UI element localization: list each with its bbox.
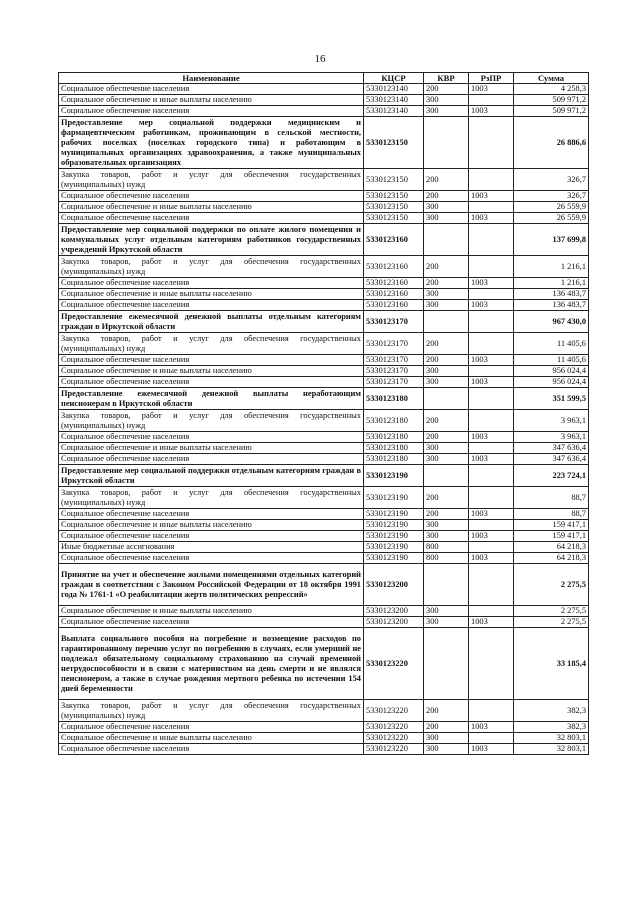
cell-name: Социальное обеспечение и иные выплаты населению [59,606,364,617]
table-row [59,366,589,377]
cell-rzpr [469,564,514,606]
cell-name: Предоставление мер социальной поддержки по оплате жилого помещения и коммунальных услуг отдельным категориям работников государственных учреждений Иркутской области [59,224,364,256]
cell-sum: 159 417,1 [514,520,589,531]
cell-kvr [424,628,469,700]
table-row [59,84,589,95]
cell-rzpr [469,333,514,355]
cell-name: Социальное обеспечение населения [59,84,364,95]
cell-sum: 3 963,1 [514,410,589,432]
cell-rzpr [469,520,514,531]
cell-sum: 11 405,6 [514,355,589,366]
table-row [59,377,589,388]
cell-kvr: 200 [424,191,469,202]
cell-rzpr: 1003 [469,300,514,311]
cell-kcsr: 5330123140 [364,106,424,117]
cell-kvr [424,465,469,487]
cell-sum: 64 218,3 [514,542,589,553]
cell-rzpr: 1003 [469,432,514,443]
cell-rzpr [469,443,514,454]
cell-kcsr: 5330123150 [364,169,424,191]
cell-kcsr: 5330123180 [364,454,424,465]
cell-name: Предоставление мер социальной поддержки медицинским и фармацевтическим работникам, проживающим в сельской местности, рабочих поселках (поселках городского типа) и работающим в муниципальных организациях здравоохранения, а также муниципальных образовательных организациях [59,117,364,169]
cell-rzpr: 1003 [469,355,514,366]
cell-rzpr [469,410,514,432]
table-row-section [59,117,589,169]
cell-name: Закупка товаров, работ и услуг для обеспечения государственных (муниципальных) нужд [59,410,364,432]
cell-kvr: 200 [424,432,469,443]
table-row [59,617,589,628]
table-row [59,733,589,744]
cell-rzpr: 1003 [469,617,514,628]
cell-kcsr: 5330123140 [364,84,424,95]
cell-name: Предоставление ежемесячной денежной выплаты неработающим пенсионерам в Иркутской области [59,388,364,410]
cell-name: Принятие на учет и обеспечение жилыми помещениями отдельных категорий граждан в соответствии с Законом Российской Федерации от 18 октября 1991 года № 1761-1 «О реабилитации жертв политических репрессий» [59,564,364,606]
table-row-section [59,628,589,700]
cell-rzpr [469,289,514,300]
cell-rzpr: 1003 [469,454,514,465]
cell-sum: 26 559,9 [514,202,589,213]
cell-kvr: 300 [424,454,469,465]
cell-rzpr: 1003 [469,509,514,520]
cell-sum: 347 636,4 [514,443,589,454]
cell-sum: 956 024,4 [514,366,589,377]
cell-rzpr: 1003 [469,106,514,117]
cell-kvr: 300 [424,520,469,531]
cell-sum: 223 724,1 [514,465,589,487]
cell-sum: 88,7 [514,487,589,509]
cell-sum: 136 483,7 [514,289,589,300]
cell-name: Социальное обеспечение населения [59,454,364,465]
cell-rzpr [469,117,514,169]
cell-kvr: 300 [424,443,469,454]
cell-kcsr: 5330123200 [364,617,424,628]
table-row [59,202,589,213]
cell-rzpr [469,366,514,377]
cell-kvr [424,117,469,169]
cell-kvr: 200 [424,169,469,191]
cell-kcsr: 5330123170 [364,366,424,377]
cell-kcsr: 5330123150 [364,213,424,224]
cell-name: Социальное обеспечение населения [59,106,364,117]
table-row [59,333,589,355]
header-kvr: КВР [424,73,469,84]
cell-rzpr [469,542,514,553]
cell-kvr: 200 [424,700,469,722]
cell-kvr: 300 [424,377,469,388]
cell-kvr: 200 [424,84,469,95]
cell-sum: 2 275,5 [514,564,589,606]
header-kcsr: КЦСР [364,73,424,84]
cell-sum: 33 185,4 [514,628,589,700]
cell-kvr: 200 [424,410,469,432]
cell-kvr [424,224,469,256]
table-row [59,744,589,755]
table-row [59,213,589,224]
cell-rzpr [469,311,514,333]
cell-sum: 382,3 [514,722,589,733]
cell-kvr: 800 [424,553,469,564]
cell-kvr: 300 [424,95,469,106]
cell-rzpr: 1003 [469,191,514,202]
cell-name: Социальное обеспечение населения [59,377,364,388]
cell-sum: 326,7 [514,169,589,191]
cell-name: Социальное обеспечение и иные выплаты населению [59,202,364,213]
cell-kvr: 300 [424,289,469,300]
cell-kcsr: 5330123180 [364,443,424,454]
cell-rzpr [469,700,514,722]
header-rzpr: РзПР [469,73,514,84]
table-row [59,443,589,454]
cell-name: Социальное обеспечение населения [59,278,364,289]
cell-kcsr: 5330123160 [364,224,424,256]
cell-kcsr: 5330123150 [364,191,424,202]
cell-name: Социальное обеспечение населения [59,722,364,733]
cell-rzpr: 1003 [469,722,514,733]
cell-name: Социальное обеспечение населения [59,300,364,311]
cell-sum: 32 803,1 [514,733,589,744]
cell-sum: 956 024,4 [514,377,589,388]
cell-rzpr [469,628,514,700]
table-row-section [59,388,589,410]
cell-kcsr: 5330123150 [364,117,424,169]
table-row [59,722,589,733]
cell-kcsr: 5330123220 [364,733,424,744]
cell-rzpr: 1003 [469,553,514,564]
cell-rzpr [469,256,514,278]
cell-kcsr: 5330123220 [364,700,424,722]
cell-rzpr [469,606,514,617]
cell-kvr: 200 [424,355,469,366]
cell-kvr: 200 [424,487,469,509]
table-row-section [59,465,589,487]
cell-kcsr: 5330123160 [364,256,424,278]
cell-kcsr: 5330123170 [364,377,424,388]
cell-kvr: 200 [424,722,469,733]
cell-name: Социальное обеспечение и иные выплаты населению [59,289,364,300]
cell-kcsr: 5330123160 [364,278,424,289]
cell-sum: 351 599,5 [514,388,589,410]
table-row [59,256,589,278]
cell-sum: 326,7 [514,191,589,202]
cell-name: Социальное обеспечение населения [59,744,364,755]
cell-sum: 509 971,2 [514,106,589,117]
cell-name: Иные бюджетные ассигнования [59,542,364,553]
cell-sum: 509 971,2 [514,95,589,106]
page-number: 16 [314,53,326,65]
cell-kcsr: 5330123190 [364,487,424,509]
cell-kcsr: 5330123190 [364,520,424,531]
cell-kcsr: 5330123170 [364,333,424,355]
cell-rzpr [469,487,514,509]
table-row [59,553,589,564]
cell-sum: 11 405,6 [514,333,589,355]
table-row [59,606,589,617]
cell-kvr: 200 [424,256,469,278]
cell-sum: 1 216,1 [514,256,589,278]
table-row [59,487,589,509]
cell-sum: 26 559,9 [514,213,589,224]
cell-kvr: 300 [424,531,469,542]
cell-kcsr: 5330123220 [364,628,424,700]
cell-rzpr [469,224,514,256]
cell-sum: 64 218,3 [514,553,589,564]
cell-rzpr: 1003 [469,278,514,289]
cell-name: Социальное обеспечение и иные выплаты населению [59,366,364,377]
cell-name: Социальное обеспечение населения [59,355,364,366]
cell-kvr [424,311,469,333]
cell-name: Социальное обеспечение населения [59,191,364,202]
table-row [59,520,589,531]
table-row [59,278,589,289]
header-name: Наименование [59,73,364,84]
cell-rzpr: 1003 [469,531,514,542]
cell-sum: 1 216,1 [514,278,589,289]
cell-name: Социальное обеспечение населения [59,553,364,564]
cell-kcsr: 5330123190 [364,465,424,487]
table-row [59,410,589,432]
cell-kvr: 200 [424,278,469,289]
cell-name: Выплата социального пособия на погребение и возмещение расходов по гарантированному перечню услуг по погребению в случаях, если умерший не подлежал обязательному социальному страхованию на случай временной нетрудоспособности и в связи с материнством на день смерти и не являлся пенсионером, а также в случае рождения мертвого ребенка по истечении 154 дней беременности [59,628,364,700]
cell-sum: 2 275,5 [514,617,589,628]
table-body [59,84,589,755]
table-row-section [59,224,589,256]
cell-rzpr: 1003 [469,84,514,95]
cell-rzpr [469,202,514,213]
cell-kcsr: 5330123200 [364,564,424,606]
cell-kcsr: 5330123170 [364,311,424,333]
cell-kvr: 300 [424,366,469,377]
cell-sum: 159 417,1 [514,531,589,542]
cell-kvr: 300 [424,202,469,213]
cell-kvr: 300 [424,733,469,744]
cell-kcsr: 5330123190 [364,553,424,564]
cell-name: Социальное обеспечение и иные выплаты населению [59,95,364,106]
cell-rzpr: 1003 [469,377,514,388]
cell-name: Социальное обеспечение населения [59,213,364,224]
cell-rzpr [469,95,514,106]
cell-rzpr [469,169,514,191]
cell-sum: 347 636,4 [514,454,589,465]
cell-rzpr [469,388,514,410]
cell-name: Социальное обеспечение населения [59,432,364,443]
cell-kcsr: 5330123220 [364,744,424,755]
cell-sum: 382,3 [514,700,589,722]
cell-sum: 967 430,0 [514,311,589,333]
cell-kvr: 200 [424,333,469,355]
cell-rzpr: 1003 [469,213,514,224]
budget-table [58,72,589,755]
table-row [59,191,589,202]
cell-kvr [424,388,469,410]
cell-kcsr: 5330123160 [364,300,424,311]
table-row [59,95,589,106]
cell-name: Социальное обеспечение населения [59,531,364,542]
table-row-section [59,564,589,606]
cell-name: Закупка товаров, работ и услуг для обеспечения государственных (муниципальных) нужд [59,169,364,191]
cell-sum: 4 258,3 [514,84,589,95]
cell-kvr: 300 [424,744,469,755]
cell-name: Закупка товаров, работ и услуг для обеспечения государственных (муниципальных) нужд [59,256,364,278]
table-row [59,542,589,553]
cell-name: Закупка товаров, работ и услуг для обеспечения государственных (муниципальных) нужд [59,700,364,722]
cell-name: Социальное обеспечение населения [59,509,364,520]
table-row [59,509,589,520]
cell-kvr: 300 [424,213,469,224]
cell-kcsr: 5330123220 [364,722,424,733]
table-row [59,169,589,191]
cell-name: Социальное обеспечение и иные выплаты населению [59,520,364,531]
table-row [59,454,589,465]
cell-kcsr: 5330123200 [364,606,424,617]
cell-kcsr: 5330123170 [364,355,424,366]
table-row [59,355,589,366]
cell-kvr: 800 [424,542,469,553]
cell-kvr [424,564,469,606]
header-sum: Сумма [514,73,589,84]
cell-rzpr: 1003 [469,744,514,755]
cell-name: Социальное обеспечение и иные выплаты населению [59,443,364,454]
table-row [59,289,589,300]
cell-rzpr [469,733,514,744]
cell-kcsr: 5330123190 [364,509,424,520]
cell-kvr: 300 [424,617,469,628]
cell-name: Социальное обеспечение и иные выплаты населению [59,733,364,744]
table-row [59,700,589,722]
cell-kcsr: 5330123160 [364,289,424,300]
cell-name: Предоставление мер социальной поддержки отдельным категориям граждан в Иркутской области [59,465,364,487]
cell-kcsr: 5330123140 [364,95,424,106]
table-row [59,531,589,542]
cell-sum: 3 963,1 [514,432,589,443]
cell-sum: 26 886,6 [514,117,589,169]
cell-kcsr: 5330123150 [364,202,424,213]
cell-kvr: 200 [424,509,469,520]
cell-kcsr: 5330123180 [364,410,424,432]
table-header-row [59,73,589,84]
cell-sum: 2 275,5 [514,606,589,617]
cell-sum: 32 803,1 [514,744,589,755]
cell-name: Закупка товаров, работ и услуг для обеспечения государственных (муниципальных) нужд [59,487,364,509]
cell-kvr: 300 [424,606,469,617]
cell-sum: 88,7 [514,509,589,520]
cell-kcsr: 5330123190 [364,542,424,553]
cell-name: Социальное обеспечение населения [59,617,364,628]
cell-name: Предоставление ежемесячной денежной выплаты отдельным категориям граждан в Иркутской области [59,311,364,333]
cell-kvr: 300 [424,300,469,311]
table-row [59,300,589,311]
cell-kcsr: 5330123180 [364,388,424,410]
cell-kcsr: 5330123180 [364,432,424,443]
cell-sum: 137 699,8 [514,224,589,256]
cell-name: Закупка товаров, работ и услуг для обеспечения государственных (муниципальных) нужд [59,333,364,355]
table-row [59,106,589,117]
cell-rzpr [469,465,514,487]
cell-sum: 136 483,7 [514,300,589,311]
table-row [59,432,589,443]
cell-kcsr: 5330123190 [364,531,424,542]
cell-kvr: 300 [424,106,469,117]
table-row-section [59,311,589,333]
